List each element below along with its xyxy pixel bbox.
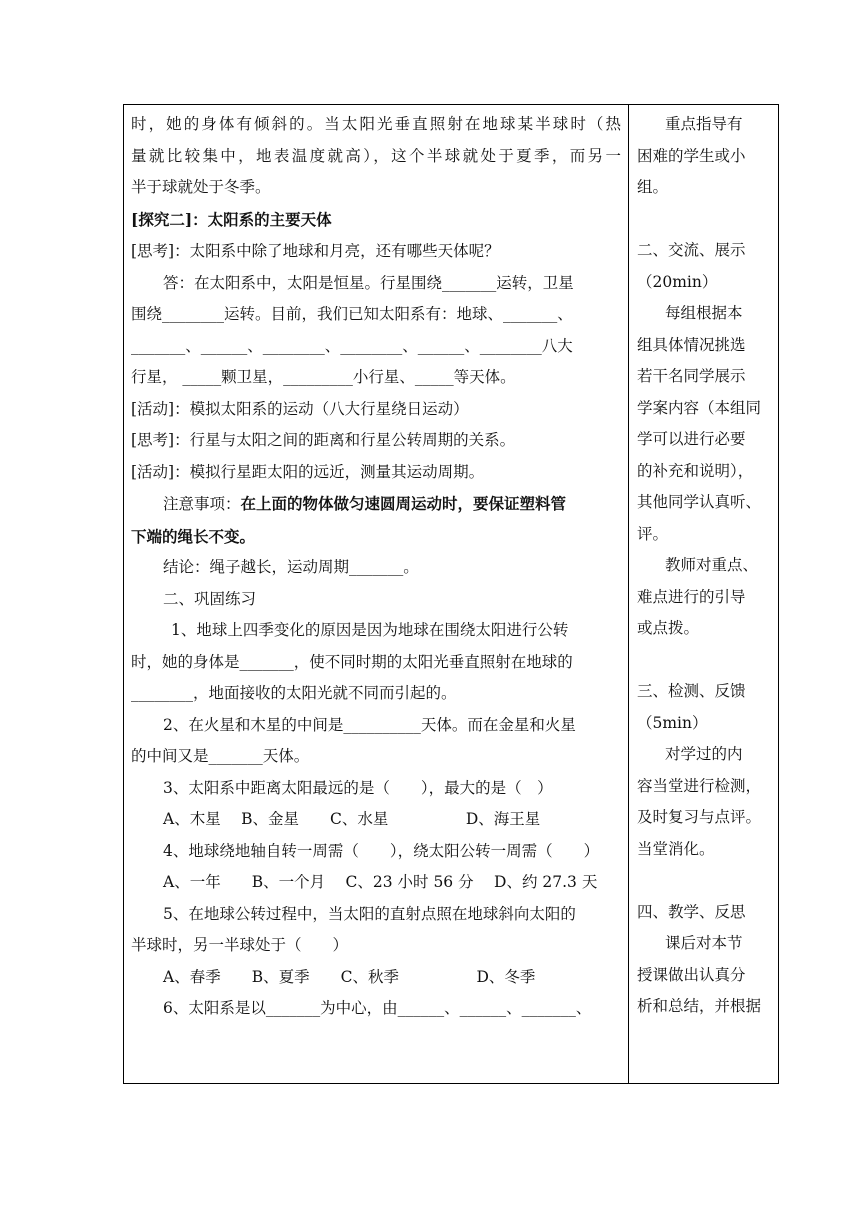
main-line: 行星， _____颗卫星，_________小行星、_____等天体。 [131,368,516,386]
side-line: 教师对重点、 [665,556,759,574]
main-line: 围绕________运转。目前，我们已知太阳系有：地球、_______、 [131,305,573,323]
side-line: 课后对本节 [665,934,743,952]
option-line: A、一年 B、一个月 C、23 小时 56 分 D、约 27.3 天 [163,873,598,891]
section-heading: 二、巩固练习 [163,589,257,608]
side-line: 学案内容（本组同 [637,398,762,417]
side-line: 授课做出认真分 [637,965,746,984]
side-line: 当堂消化。 [637,839,715,858]
question-line: 6、太阳系是以_______为中心，由______、______、_______、 [163,999,592,1017]
side-line: 其他同学认真听、 [637,493,762,511]
main-line: [思考]：太阳系中除了地球和月亮，还有哪些天体呢？ [131,242,500,260]
main-line: 结论：绳子越长，运动周期_______。 [163,558,419,576]
main-line: [思考]：行星与太阳之间的距离和行星公转周期的关系。 [131,431,516,449]
column-divider [628,104,629,1084]
side-column [637,109,773,1023]
main-line: [活动]：模拟行星距太阳的远近，测量其运动周期。 [131,462,485,481]
option-line: A、木星 B、金星 C、水星 D、海王星 [163,810,541,828]
side-line: 学可以进行必要 [637,430,746,448]
question-line: 2、在火星和木星的中间是__________天体。而在金星和火星 [163,715,576,734]
main-line: [活动]：模拟太阳系的运动（八大行星绕日运动） [131,399,469,418]
main-line: 量就比较集中，地表温度就高），这个半球就处于夏季，而另一 [131,146,621,165]
side-line: 的补充和说明）， [637,461,754,480]
side-line: 容当堂进行检测， [637,776,762,795]
side-line: 对学过的内 [665,745,743,763]
main-column [131,109,621,1025]
side-line: 每组根据本 [665,304,743,322]
question-line: ________，地面接收的太阳光就不同而引起的。 [131,684,457,702]
side-line: （20min） [637,272,718,291]
main-line: 半于球就处于冬季。 [131,178,271,196]
side-line: （5min） [637,713,708,732]
side-line: 重点指导有 [665,115,743,133]
side-line: 及时复习与点评。 [637,808,762,826]
question-line: 时，她的身体是_______，使不同时期的太阳光垂直照射在地球的 [131,652,573,671]
side-line: 若干名同学展示 [637,367,746,385]
side-line: 组。 [637,178,669,196]
side-line: 评。 [637,524,669,543]
side-heading: 四、教学、反思 [637,902,746,921]
notice-line: 注意事项：在上面的物体做匀速圆周运动时，要保证塑料管 [163,494,567,513]
side-heading: 二、交流、展示 [637,241,746,259]
question-line: 5、在地球公转过程中，当太阳的直射点照在地球斜向太阳的 [163,904,576,923]
side-line: 困难的学生或小 [637,146,746,165]
main-line: _______、______、________、________、______、________八大 [131,336,573,355]
side-line: 组具体情况挑选 [637,335,746,354]
question-line: 4、地球绕地轴自转一周需（ ），绕太阳公转一周需（ ） [163,841,600,860]
side-line: 难点进行的引导 [637,587,746,606]
main-line: 时，她的身体有倾斜的。当太阳光垂直照射在地球某半球时（热 [131,115,621,133]
question-line: 的中间又是_______天体。 [131,747,310,765]
side-line: 析和总结，并根据 [637,997,762,1015]
section-heading: [探究二]：太阳系的主要天体 [131,209,332,229]
option-line: A、春季 B、夏季 C、秋季 D、冬季 [163,967,536,986]
side-line: 或点拨。 [637,619,700,637]
notice-line-2: 下端的绳长不变。 [131,526,256,546]
question-line: 半球时，另一半球处于（ ） [131,936,349,954]
main-line: 答：在太阳系中，太阳是恒星。行星围绕_______运转，卫星 [163,273,574,292]
side-heading: 三、检测、反馈 [637,682,746,700]
question-line: 1、地球上四季变化的原因是因为地球在围绕太阳进行公转 [171,621,569,639]
question-line: 3、太阳系中距离太阳最远的是（ ），最大的是（ ） [163,778,553,797]
